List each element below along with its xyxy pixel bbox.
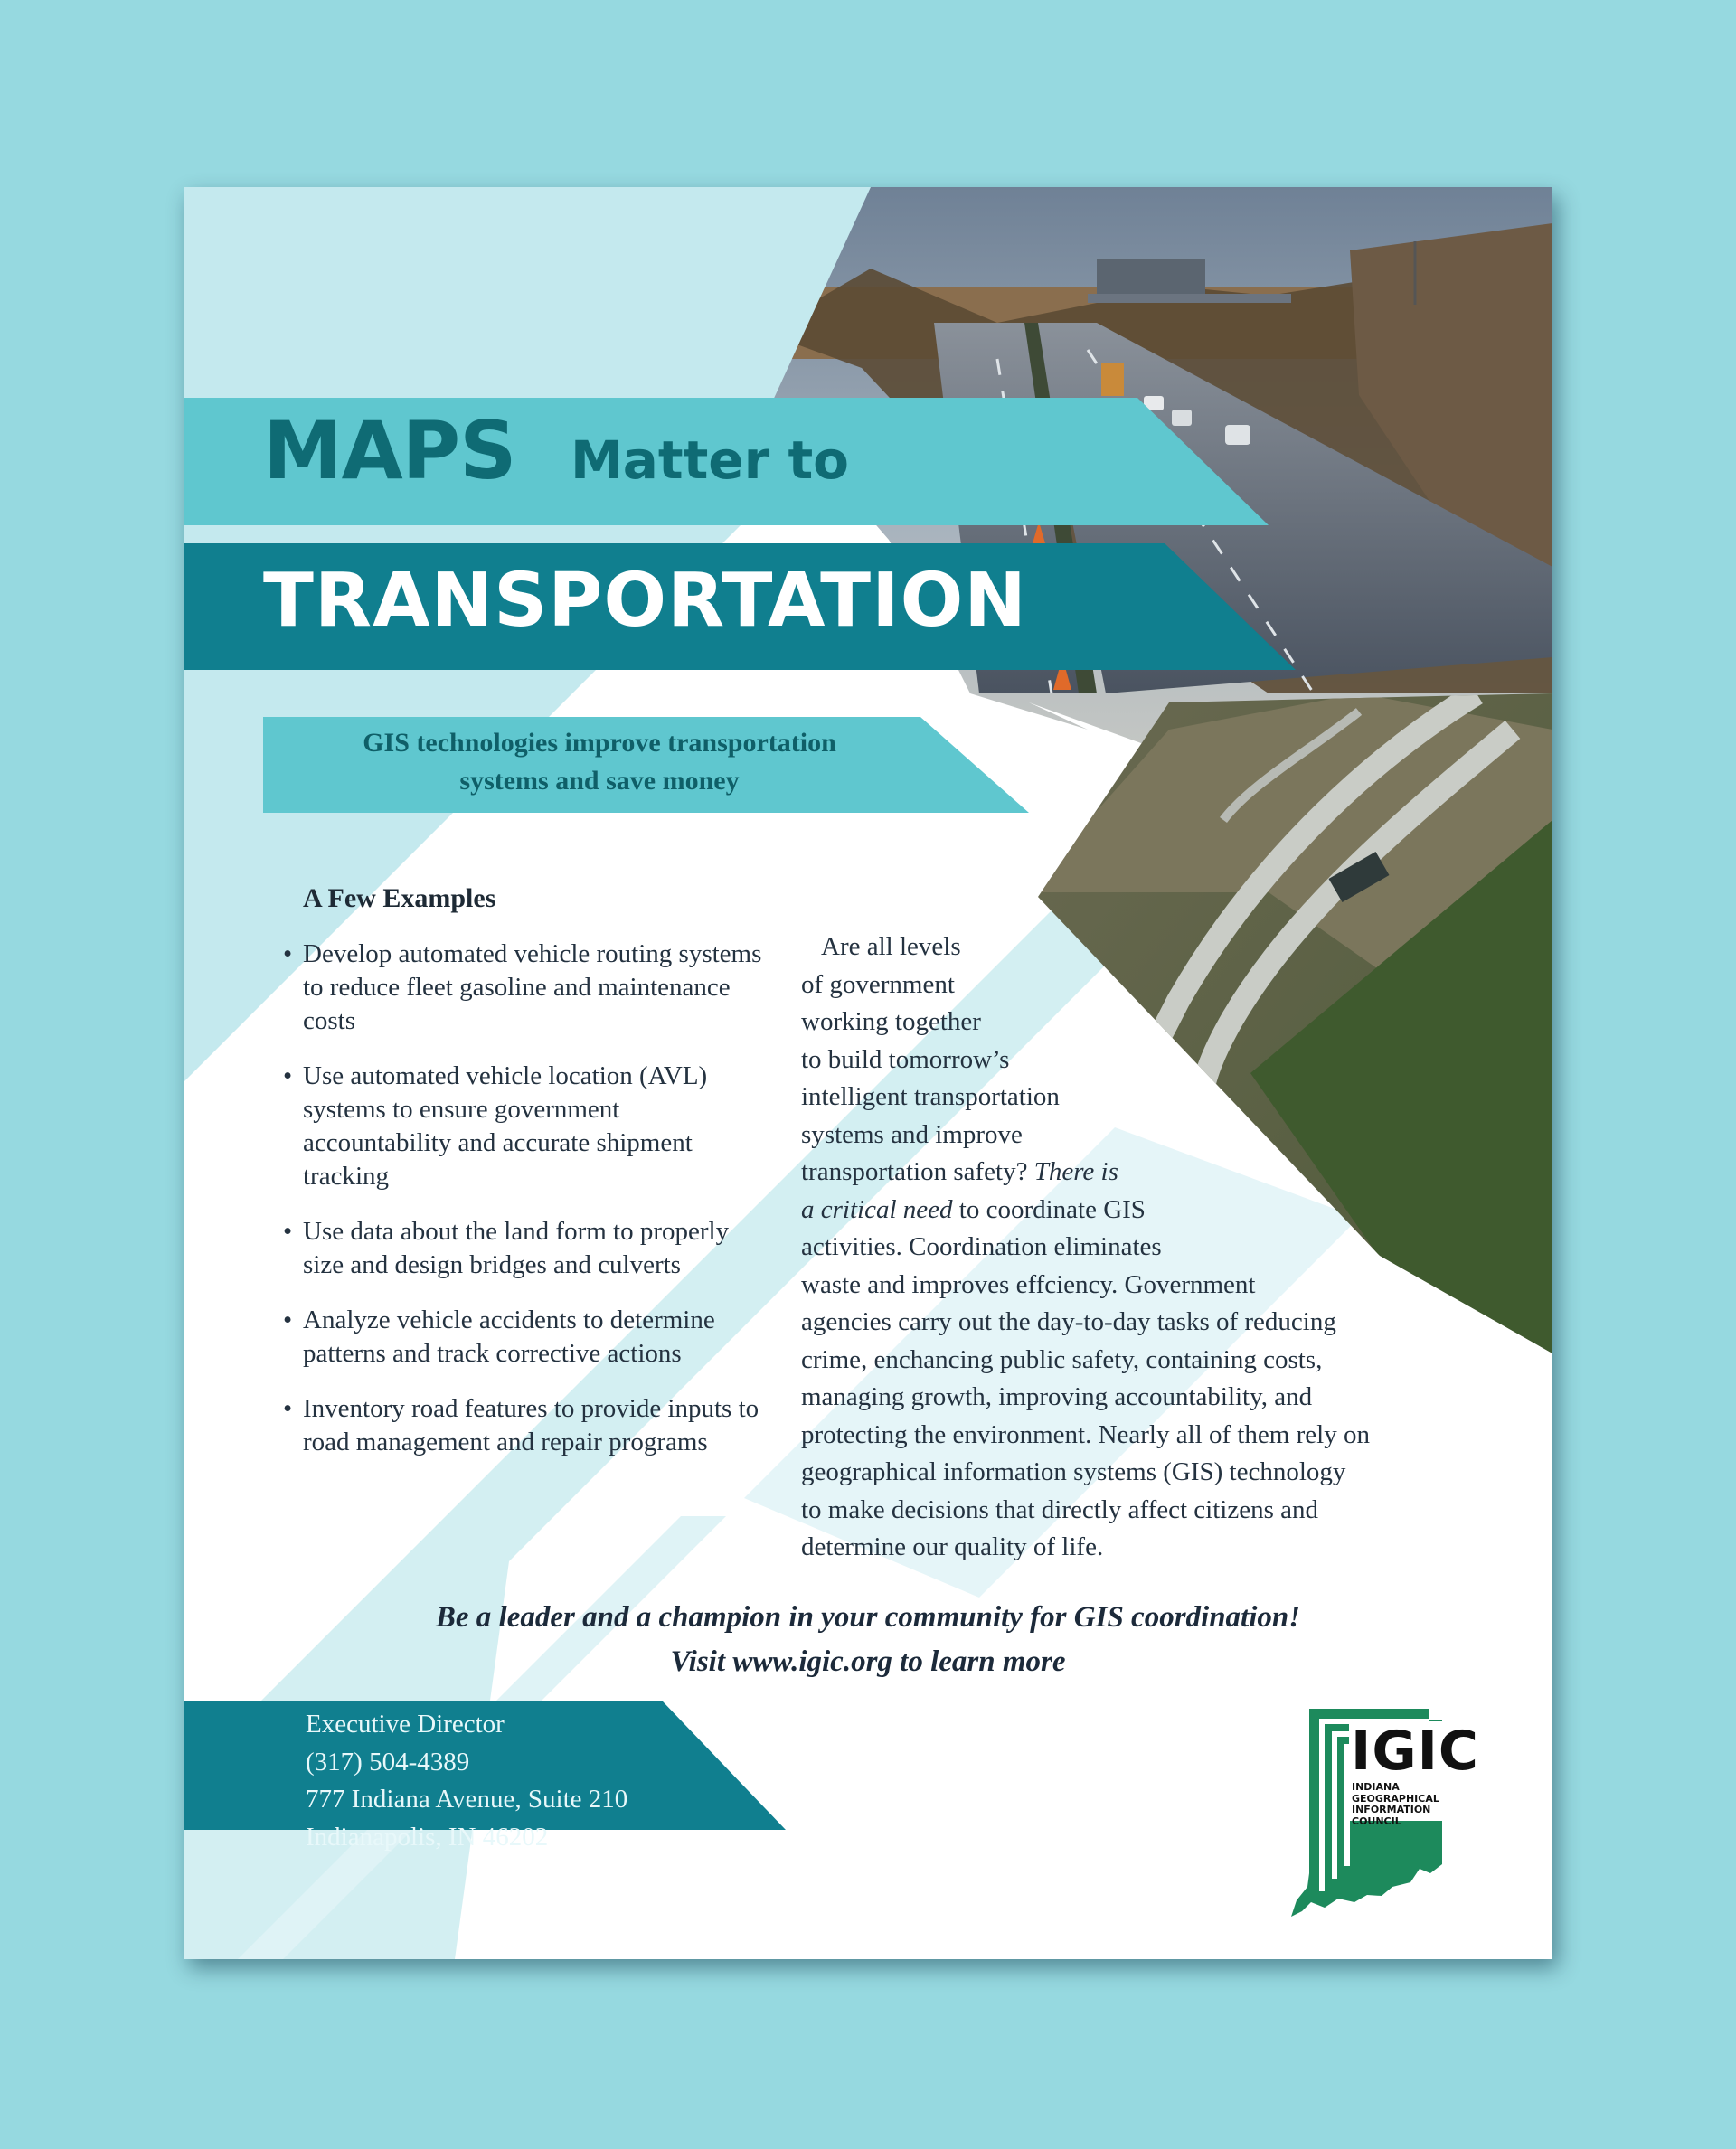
examples-list (283, 938, 762, 1481)
cta-line-2[interactable]: Visit www.igic.org to learn more (670, 1645, 1066, 1678)
body-line-mixed (801, 1192, 1452, 1230)
body-line: to coordinate GIS (958, 1194, 1146, 1224)
logo-subtitle-line: INFORMATION (1352, 1804, 1431, 1815)
call-to-action (184, 1596, 1552, 1684)
body-line: protecting the environment. Nearly all of them rely on (801, 1419, 1370, 1449)
body-line: agencies carry out the day-to-day tasks of reducing (801, 1307, 1336, 1336)
logo-subtitle-line: COUNCIL (1352, 1814, 1401, 1827)
body-line: of government (801, 969, 955, 999)
contact-title: Executive Director (306, 1710, 505, 1739)
body-line: to make decisions that directly affect citizens and (801, 1494, 1318, 1524)
logo-subtitle-line: INDIANA (1352, 1781, 1400, 1793)
contact-address-line-1: 777 Indiana Avenue, Suite 210 (306, 1785, 628, 1814)
list-item: • Inventory road features to provide inputs to road management and repair programs (283, 1392, 762, 1459)
body-line-mixed (801, 1154, 1452, 1192)
title-matter-to: Matter to (571, 429, 850, 491)
title-transportation: TRANSPORTATION (263, 558, 1027, 644)
contact-phone[interactable]: (317) 504-4389 (306, 1747, 470, 1777)
logo-subtitle (1352, 1782, 1439, 1827)
list-item: • Analyze vehicle accidents to determine patterns and track corrective actions (283, 1304, 762, 1371)
examples-heading: A Few Examples (303, 883, 496, 913)
logo-subtitle-line: GEOGRAPHICAL (1352, 1792, 1439, 1805)
title-maps: MAPS (263, 404, 516, 497)
contact-block (306, 1706, 627, 1856)
list-item: • Use automated vehicle location (AVL) systems to ensure government accountability and accurate shipment tracking (283, 1060, 762, 1193)
body-line: to build tomorrow’s (801, 1044, 1010, 1074)
body-line: waste and improves effciency. Government (801, 1269, 1256, 1299)
body-line: systems and improve (801, 1119, 1023, 1149)
body-line: geographical information systems (GIS) technology (801, 1457, 1346, 1486)
subtitle-line-2: systems and save money (459, 766, 740, 796)
flyer-sheet (184, 187, 1552, 1959)
body-line: intelligent transportation (801, 1082, 1060, 1111)
body-paragraph (801, 928, 1452, 1567)
list-item: • Develop automated vehicle routing systems to reduce fleet gasoline and maintenance costs (283, 938, 762, 1038)
body-line: activities. Coordination eliminates (801, 1232, 1162, 1261)
subtitle-line-1: GIS technologies improve transportation (363, 728, 836, 758)
subtitle (310, 724, 889, 800)
body-line: Are all levels (821, 932, 961, 961)
body-line: working together (801, 1007, 981, 1036)
body-emphasis: There is (1033, 1157, 1118, 1186)
body-line: determine our quality of life. (801, 1532, 1104, 1561)
body-line: managing growth, improving accountability, and (801, 1382, 1313, 1411)
list-item: • Use data about the land form to properly size and design bridges and culverts (283, 1215, 762, 1282)
body-line: crime, enchancing public safety, containing costs, (801, 1344, 1323, 1374)
contact-address-line-2: Indianapolis, IN 46202 (306, 1822, 549, 1852)
body-emphasis: a critical need (801, 1194, 953, 1224)
logo-acronym: IGIC (1351, 1720, 1479, 1783)
body-line: transportation safety? (801, 1157, 1028, 1186)
cta-line-1: Be a leader and a champion in your community for GIS coordination! (435, 1601, 1301, 1634)
